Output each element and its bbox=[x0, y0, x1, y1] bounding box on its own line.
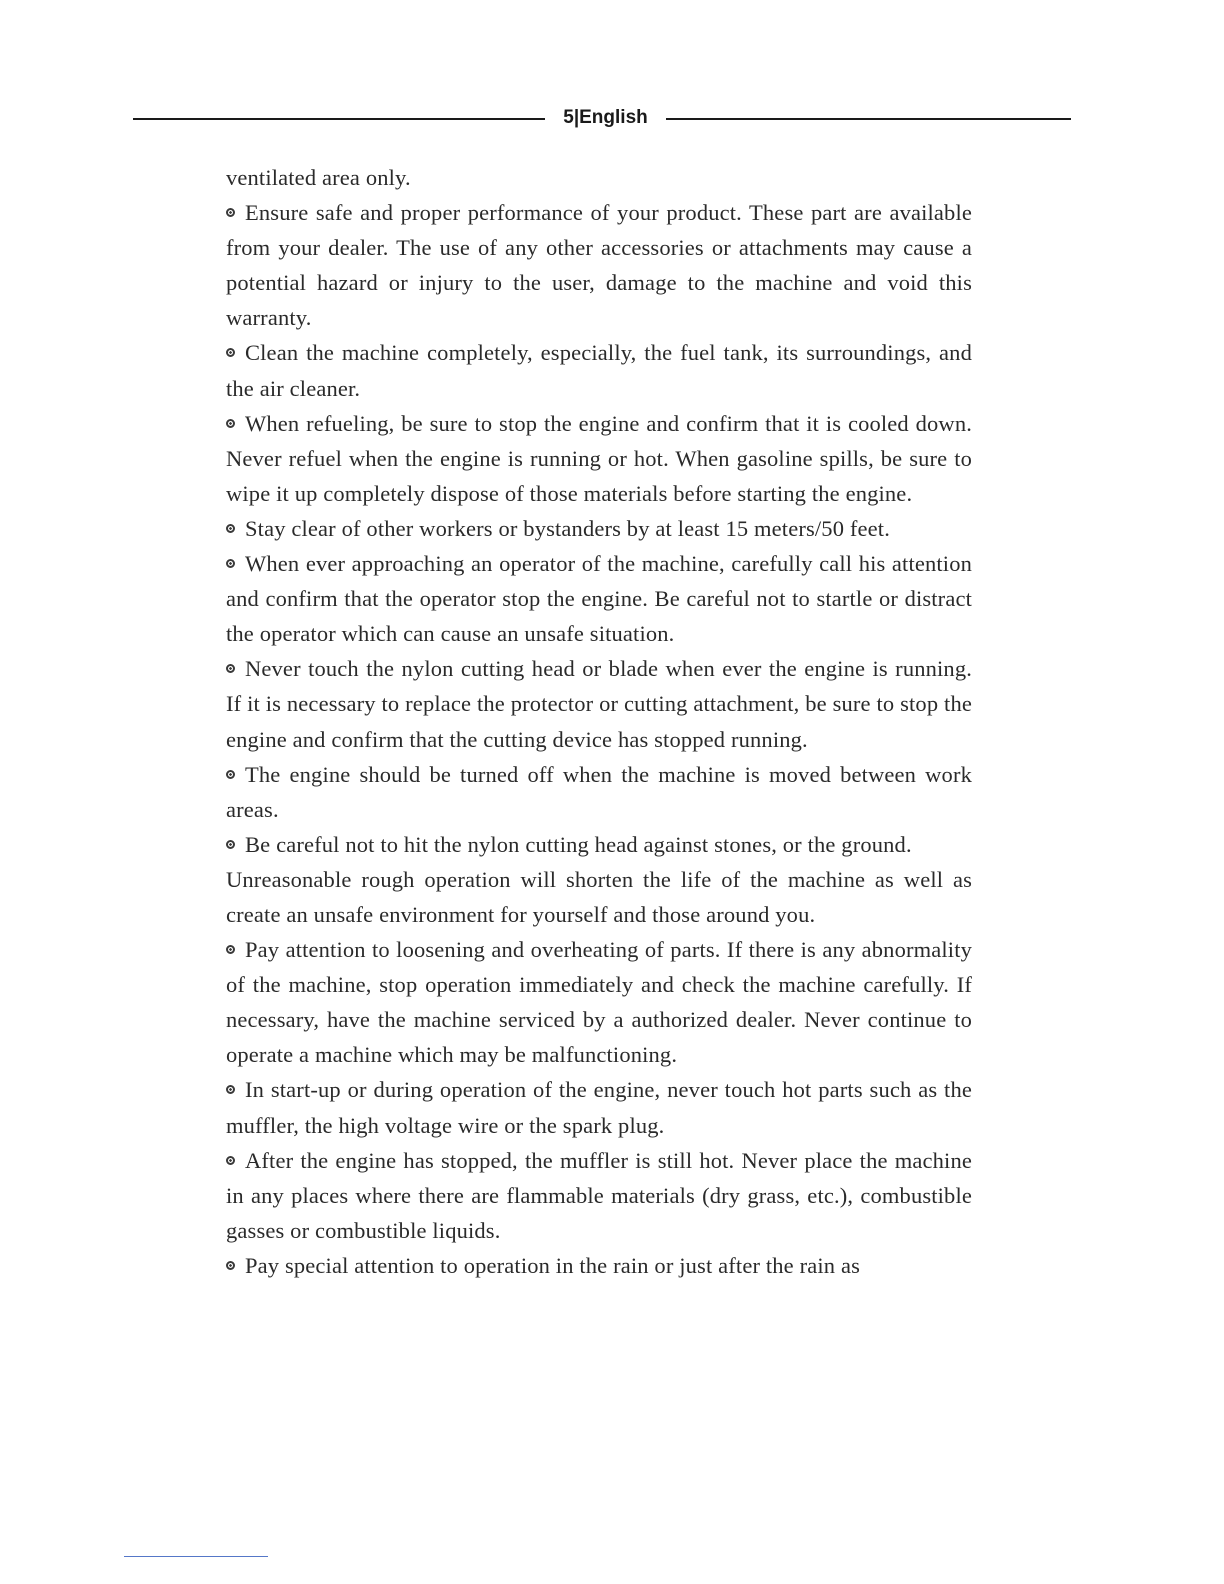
page-number-title: 5|English bbox=[563, 107, 648, 128]
bullet-paragraph: Be careful not to hit the nylon cutting head against stones, or the ground. bbox=[226, 827, 972, 862]
bullet-paragraph: The engine should be turned off when the machine is moved between work areas. bbox=[226, 761, 972, 822]
bullet-icon bbox=[226, 419, 235, 428]
bullet-paragraph: In start-up or during operation of the engine, never touch hot parts such as the muffler, the high voltage wire or the spark plug. bbox=[226, 1077, 972, 1138]
bullet-icon bbox=[226, 524, 235, 533]
bullet-paragraph: After the engine has stopped, the muffler is still hot. Never place the machine in any places where there are flammable materials (dry grass, etc.), combustible gasses or combustible liquids. bbox=[226, 1147, 972, 1243]
bullet-paragraph: Pay attention to loosening and overheating of parts. If there is any abnormality of the machine, stop operation immediately and check the machine carefully. If necessary, have the machine serviced by a authorized dealer. Never continue to operate a machine which may be malfunctioning. bbox=[226, 937, 972, 1068]
bullet-icon bbox=[226, 770, 235, 779]
bullet-paragraph: Never touch the nylon cutting head or blade when ever the engine is running. If it is necessary to replace the protector or cutting attachment, be sure to stop the engine and confirm that the cutting device has stopped running. bbox=[226, 656, 972, 752]
bullet-paragraph: When refueling, be sure to stop the engine and confirm that it is cooled down. Never refuel when the engine is running or hot. When gasoline spills, be sure to wipe it up completely dispose of those materials before starting the engine. bbox=[226, 410, 972, 506]
bullet-icon bbox=[226, 1156, 235, 1165]
bullet-paragraph: Pay special attention to operation in the rain or just after the rain as bbox=[226, 1248, 972, 1283]
bullet-paragraph: When ever approaching an operator of the machine, carefully call his attention and confirm that the operator stop the engine. Be careful not to startle or distract the operator which can cause an unsafe situation. bbox=[226, 551, 972, 647]
bullet-icon bbox=[226, 840, 235, 849]
bullet-icon bbox=[226, 664, 235, 673]
footer-rule bbox=[124, 1556, 268, 1557]
bullet-icon bbox=[226, 945, 235, 954]
header-rule-left bbox=[133, 118, 545, 120]
page-header bbox=[133, 104, 1071, 134]
bullet-paragraph: Clean the machine completely, especially, the fuel tank, its surroundings, and the air cleaner. bbox=[226, 340, 972, 401]
paragraph: Unreasonable rough operation will shorten the life of the machine as well as create an unsafe environment for yourself and those around you. bbox=[226, 866, 972, 927]
bullet-icon bbox=[226, 559, 235, 568]
bullet-icon bbox=[226, 348, 235, 357]
bullet-paragraph: Ensure safe and proper performance of your product. These part are available from your dealer. The use of any other accessories or attachments may cause a potential hazard or injury to the user, damage to the machine and void this warranty. bbox=[226, 200, 972, 331]
body-text bbox=[226, 160, 972, 1283]
bullet-icon bbox=[226, 1085, 235, 1094]
header-rule-right bbox=[666, 118, 1071, 120]
bullet-icon bbox=[226, 1261, 235, 1270]
bullet-paragraph: Stay clear of other workers or bystanders by at least 15 meters/50 feet. bbox=[226, 511, 972, 546]
bullet-icon bbox=[226, 208, 235, 217]
paragraph: ventilated area only. bbox=[226, 165, 411, 190]
